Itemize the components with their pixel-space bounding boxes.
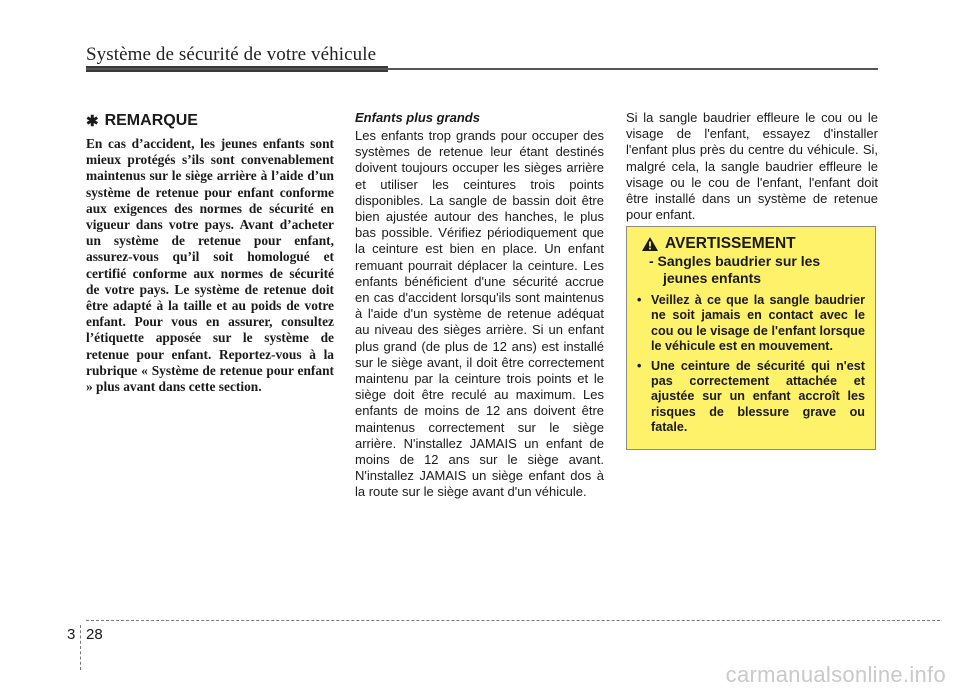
header-rule	[86, 68, 878, 70]
section-body: Les enfants trop grands pour occuper des systèmes de retenue leur étant destinés doivent toujours occuper les sièges arrière et utiliser les ceintures trois points disponibles. La sangle de bassin doit être bien ajustée autour des hanches, le plus bas possible. Vérifiez périodiquement que la ceinture est bien en place. Un enfant remuant pourrait déplacer la ceinture. Les enfants bénéficient d'une sécurité accrue en cas d'accident lorsqu'ils sont maintenus à l'aide d'un système de retenue adéquat au niveau des sièges arrière. Si un enfant plus grand (de plus de 12 ans) est installé sur le siège avant, il doit être correctement maintenu par la ceinture trois points et le siège doit être reculé au maximum. Les enfants de moins de 12 ans doivent être maintenus correctement sur le siège arrière. N'installez JAMAIS un enfant de moins de 12 ans sur le siège avant. N'installez JAMAIS un siège enfant dos à la route sur le siège avant d'un véhicule.	[355, 128, 604, 500]
older-children-column	[355, 110, 604, 501]
page-number: 28	[86, 626, 103, 643]
warning-title: AVERTISSEMENT	[665, 235, 796, 252]
page-header-title: Système de sécurité de votre véhicule	[86, 44, 377, 65]
footer-rule	[86, 620, 940, 621]
chapter-number: 3	[67, 626, 76, 643]
remark-body: En cas d’accident, les jeunes enfants sont mieux protégés s’ils sont convenablement maintenus sur le siège arrière à l’aide d’un système de retenue pour enfant conforme aux exigences des normes de sécurité en vigueur dans votre pays. Avant d’acheter un système de retenue pour enfant, assurez-vous qu’il soit homologué et certifié conforme aux normes de sécurité de votre pays. Le système de retenue doit être adapté à la taille et au poids de votre enfant. Pour vous en assurer, consultez l’étiquette apposée sur le système de retenue pour enfant. Reportez-vous à la rubrique « Système de retenue pour enfant » plus avant dans cette section.	[86, 136, 334, 395]
column3-body: Si la sangle baudrier effleure le cou ou le visage de l'enfant, essayez d'installer l'enfant plus près du centre du véhicule. Si, malgré cela, la sangle baudrier effleure le visage ou le cou de l'enfant, l'enfant doit être installé dans un système de retenue pour enfant.	[626, 110, 878, 223]
warning-item: • Une ceinture de sécurité qui n'est pas correctement attachée et ajustée sur un enfant accroît les risques de blessure grave ou fatale.	[637, 359, 865, 436]
warning-heading	[641, 235, 865, 253]
warning-triangle-icon	[641, 236, 659, 252]
warning-item: • Veillez à ce que la sangle baudrier ne soit jamais en contact avec le cou ou le visage de l'enfant lorsque le véhicule est en mouvement.	[637, 293, 865, 355]
remark-column	[86, 110, 334, 395]
warning-subtitle: - Sangles baudrier sur les jeunes enfants	[649, 253, 821, 286]
warning-box	[626, 226, 876, 450]
watermark: carmanualsonline.info	[725, 662, 946, 687]
remark-heading	[86, 112, 334, 130]
footer-divider	[80, 625, 81, 670]
section-title: Enfants plus grands	[355, 110, 480, 125]
remark-title: REMARQUE	[104, 112, 198, 129]
shoulder-belt-column	[626, 110, 878, 223]
asterisk-star-icon: ✱	[86, 113, 99, 130]
warning-list	[637, 293, 865, 436]
